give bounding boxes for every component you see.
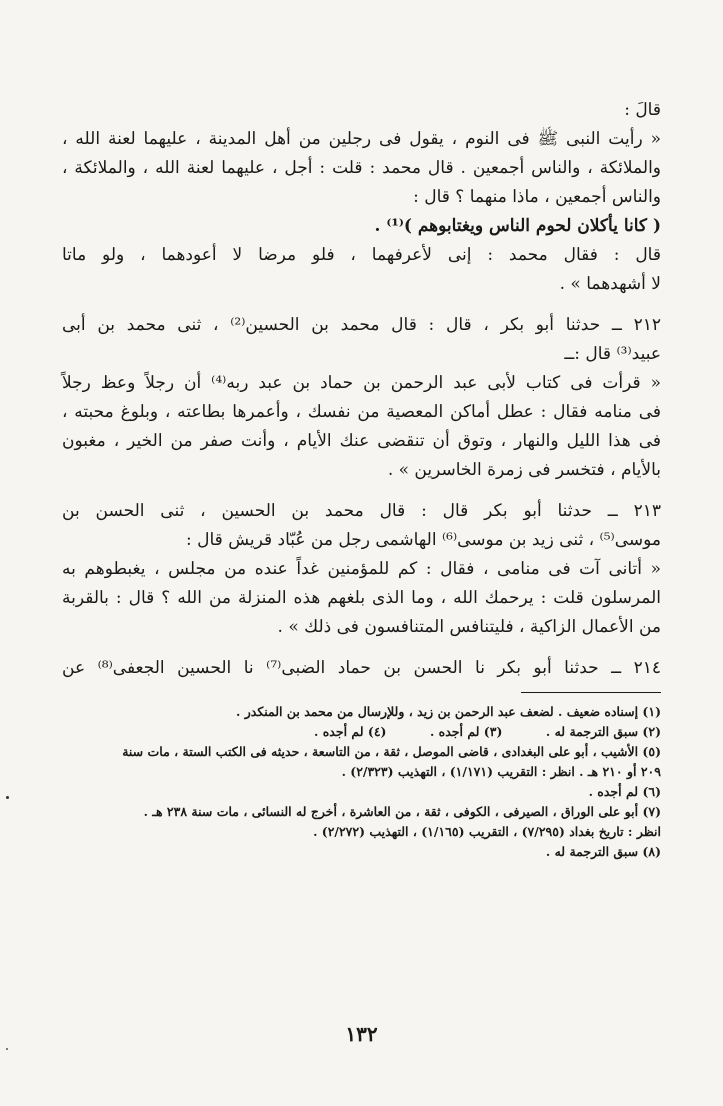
- footnote: انظر : تاريخ بغداد (٧/٢٩٥) ، التقريب (١/١٦٥) ، التهذيب (٢/٢٧٢) .: [313, 824, 661, 839]
- text-line: والناس أجمعين ، ماذا منهما ؟ قال :: [413, 187, 661, 207]
- text-line: من الأعمال الزاكية ، فليتنافس المتنافسون فى ذلك » .: [277, 617, 661, 637]
- text-line: عبيد⁽³⁾ قال :ــ: [564, 344, 661, 364]
- text-line: قالَ :: [624, 100, 661, 120]
- text-line: « رأيت النبى ﷺ فى النوم ، يقول فى رجلين من أهل المدينة ، عليهما لعنة الله ،: [62, 129, 661, 149]
- text-line: لا أشهدهما » .: [559, 274, 661, 294]
- footnote: ٢٠٩ أو ٢١٠ هـ . انظر : التقريب (١/١٧١) ، التهذيب (٢/٣٢٣) .: [341, 764, 661, 779]
- hadith-213-heading: ٢١٣ ــ حدثنا أبو بكر قال : قال محمد بن الحسين ، ثنى الحسن بن: [62, 501, 661, 521]
- footnote: (٦) لم أجده .: [588, 784, 661, 799]
- footnote: (٥) الأشيب ، أبو على البغدادى ، قاضى الموصل ، ثقة ، من التاسعة ، حديثه فى الكتب الستة ، مات سنة: [122, 744, 661, 759]
- footnote: (٨) سبق الترجمة له .: [545, 844, 661, 859]
- footnote-separator: [521, 692, 661, 693]
- scan-speck: [6, 796, 9, 799]
- hadith-214-heading: ٢١٤ ــ حدثنا أبو بكر نا الحسن بن حماد الضبى⁽⁷⁾ نا الحسين الجعفى⁽⁸⁾ عن: [62, 658, 662, 678]
- text-line: « قرأت فى كتاب لأبى عبد الرحمن بن حماد بن عبد ربه⁽⁴⁾ أن رجلاً وعظ رجلاً: [62, 373, 661, 393]
- footnote: (١) إسناده ضعيف . لضعف عبد الرحمن بن زيد ، وللإرسال من محمد بن المنكدر .: [236, 704, 661, 719]
- footnote: (٧) أبو على الوراق ، الصيرفى ، الكوفى ، ثقة ، من العاشرة ، أخرج له النسائى ، مات سنة ٢٣٨ هـ .: [143, 804, 661, 819]
- text-line: فى هذا الليل والنهار ، وتوق أن تنقضى عنك الأيام ، وأنت صفر من الخير ، مغبون: [62, 431, 661, 451]
- text-line: والملائكة ، والناس أجمعين . قال محمد : قلت : أجل ، عليهما لعنة الله ، والملائكة ،: [62, 158, 661, 178]
- text-line: المرسلون قلت : يرحمك الله ، وما الذى بلغهم هذه المنزلة من الله ؟ قال : بالقربة: [62, 588, 661, 608]
- hadith-212-heading: ٢١٢ ــ حدثنا أبو بكر ، قال : قال محمد بن الحسين⁽²⁾ ، ثنى محمد بن أبى: [62, 315, 662, 335]
- text-line: بالأيام ، فتخسر فى زمرة الخاسرين » .: [387, 460, 661, 480]
- text-line: موسى⁽⁵⁾ ، ثنى زيد بن موسى⁽⁶⁾ الهاشمى رجل من عُبّاد قريش قال :: [186, 530, 661, 550]
- footnote: (٢) سبق الترجمة له . (٣) لم أجده . (٤) لم أجده .: [314, 724, 661, 739]
- page-number: ١٣٢: [345, 1022, 378, 1046]
- scan-speck: [6, 1048, 8, 1050]
- quoted-saying: ( كانا يأكلان لحوم الناس ويغتابوهم )⁽¹⁾ .: [374, 216, 661, 236]
- text-line: فى منامه فقال : عطل أماكن المعصية من نفسك ، وأعمرها بطاعته ، وبلوغ محبته ،: [62, 402, 661, 422]
- text-line: قال : فقال محمد : إنى لأعرفهما ، فلو مرضا لا أعودهما ، ولو ماتا: [62, 245, 661, 265]
- text-line: « أتانى آت فى منامى ، فقال : كم للمؤمنين غداً عنده من مجلس ، يغبطوهم به: [62, 559, 661, 579]
